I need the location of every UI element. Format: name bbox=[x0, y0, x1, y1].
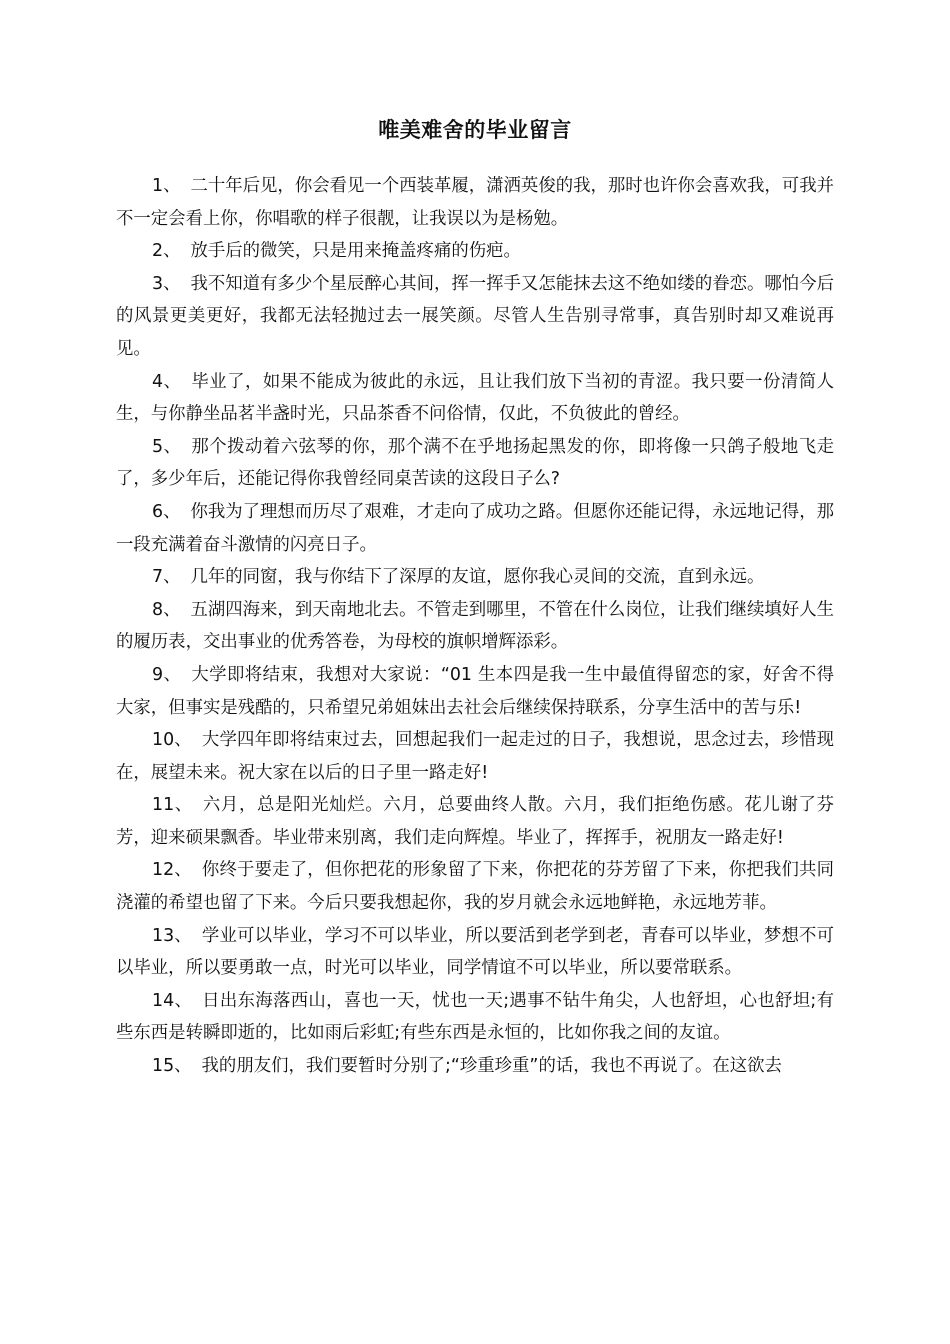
item-text: 学业可以毕业，学习不可以毕业，所以要活到老学到老，青春可以毕业，梦想不可以毕业，所以要勇敢一点，时光可以毕业，同学情谊不可以毕业，所以要常联系。 bbox=[116, 925, 834, 979]
list-item bbox=[116, 268, 834, 366]
list-item bbox=[116, 985, 834, 1050]
item-text: 五湖四海来，到天南地北去。不管走到哪里，不管在什么岗位，让我们继续填好人生的履历表，交出事业的优秀答卷，为母校的旗帜增辉添彩。 bbox=[116, 599, 834, 653]
item-number: 3、 bbox=[152, 273, 181, 294]
item-text: 你我为了理想而历尽了艰难，才走向了成功之路。但愿你还能记得，永远地记得，那一段充满着奋斗激情的闪亮日子。 bbox=[116, 501, 834, 555]
item-number: 1、 bbox=[152, 176, 181, 196]
list-item bbox=[116, 920, 834, 985]
item-text: 我的朋友们，我们要暂时分别了;“珍重珍重”的话，我也不再说了。在这欲去 bbox=[201, 1056, 782, 1077]
list-item bbox=[116, 170, 834, 235]
item-text: 几年的同窗，我与你结下了深厚的友谊，愿你我心灵间的交流，直到永远。 bbox=[190, 567, 765, 588]
item-text: 日出东海落西山，喜也一天，忧也一天;遇事不钻牛角尖，人也舒坦，心也舒坦;有些东西是转瞬即逝的，比如雨后彩虹;有些东西是永恒的，比如你我之间的友谊。 bbox=[116, 990, 834, 1044]
item-number: 9、 bbox=[152, 664, 182, 685]
item-number: 2、 bbox=[152, 241, 181, 262]
document-body bbox=[116, 170, 834, 1083]
item-text: 二十年后见，你会看见一个西装革履，潇洒英俊的我，那时也许你会喜欢我，可我并不一定会看上你，你唱歌的样子很靓，让我误以为是杨勉。 bbox=[116, 176, 834, 229]
item-text: 放手后的微笑，只是用来掩盖疼痛的伤疤。 bbox=[190, 241, 521, 262]
item-text: 你终于要走了，但你把花的形象留了下来，你把花的芬芳留了下来，你把我们共同浇灌的希望也留了下来。今后只要我想起你，我的岁月就会永远地鲜艳，永远地芳菲。 bbox=[116, 860, 834, 914]
list-item bbox=[116, 235, 834, 268]
list-item bbox=[116, 789, 834, 854]
item-text: 大学四年即将结束过去，回想起我们一起走过的日子，我想说，思念过去，珍惜现在，展望未来。祝大家在以后的日子里一路走好! bbox=[116, 730, 834, 783]
item-number: 14、 bbox=[152, 990, 193, 1011]
item-number: 7、 bbox=[152, 567, 181, 588]
list-item bbox=[116, 561, 834, 594]
item-number: 10、 bbox=[152, 730, 192, 751]
list-item bbox=[116, 1050, 834, 1083]
list-item bbox=[116, 854, 834, 919]
item-text: 那个拨动着六弦琴的你，那个满不在乎地扬起黑发的你，即将像一只鸽子般地飞走了，多少年后，还能记得你我曾经同桌苦读的这段日子么? bbox=[116, 436, 834, 490]
list-item bbox=[116, 366, 834, 431]
item-text: 毕业了，如果不能成为彼此的永远，且让我们放下当初的青涩。我只要一份清简人生，与你静坐品茗半盏时光，只品茶香不问俗情，仅此，不负彼此的曾经。 bbox=[116, 371, 834, 425]
list-item bbox=[116, 431, 834, 496]
item-number: 13、 bbox=[152, 925, 192, 946]
item-number: 8、 bbox=[152, 599, 181, 620]
page-title: 唯美难舍的毕业留言 bbox=[378, 118, 572, 142]
item-number: 5、 bbox=[152, 436, 182, 457]
item-number: 6、 bbox=[152, 501, 181, 522]
item-text: 我不知道有多少个星辰醉心其间，挥一挥手又怎能抹去这不绝如缕的眷恋。哪怕今后的风景更美更好，我都无法轻抛过去一展笑颜。尽管人生告别寻常事，真告别时却又难说再见。 bbox=[116, 273, 834, 359]
list-item bbox=[116, 496, 834, 561]
item-number: 11、 bbox=[152, 795, 193, 816]
item-number: 4、 bbox=[152, 371, 182, 392]
item-text: 大学即将结束，我想对大家说：“01 生本四是我一生中最值得留恋的家，好舍不得大家，但事实是残酷的，只希望兄弟姐妹出去社会后继续保持联系，分享生活中的苦与乐! bbox=[116, 664, 834, 718]
item-number: 15、 bbox=[152, 1056, 192, 1077]
list-item bbox=[116, 594, 834, 659]
item-number: 12、 bbox=[152, 860, 192, 881]
item-text: 六月，总是阳光灿烂。六月，总要曲终人散。六月，我们拒绝伤感。花儿谢了芬芳，迎来硕果飘香。毕业带来别离，我们走向辉煌。毕业了，挥挥手，祝朋友一路走好! bbox=[116, 795, 834, 848]
list-item bbox=[116, 724, 834, 789]
list-item bbox=[116, 659, 834, 724]
